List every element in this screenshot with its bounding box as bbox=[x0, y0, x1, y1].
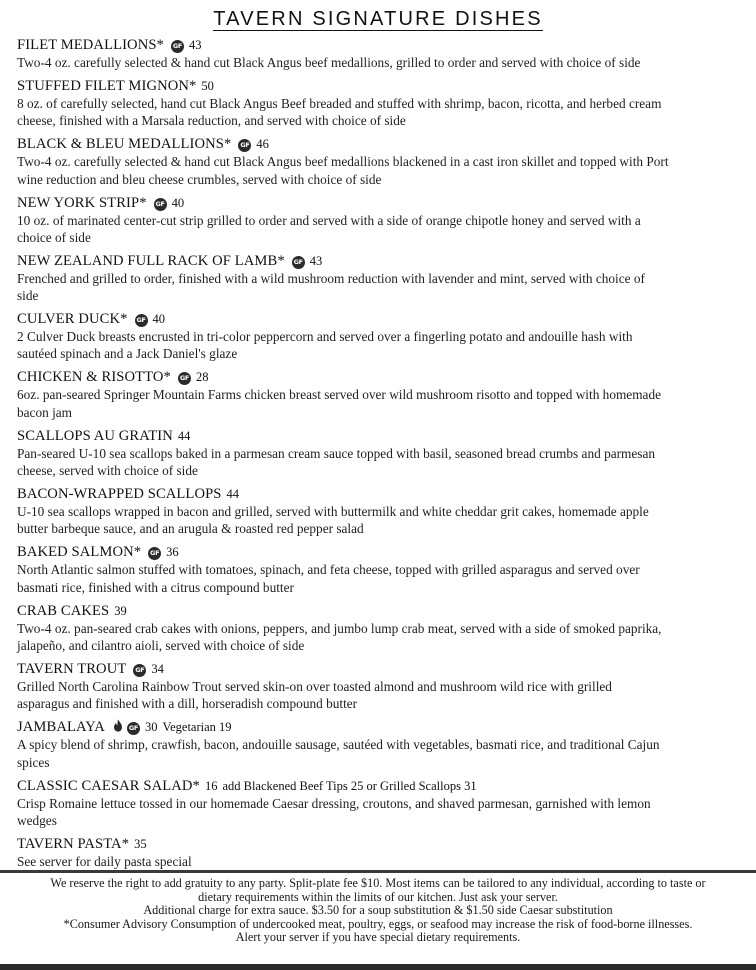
dish-name: JAMBALAYA bbox=[17, 719, 105, 736]
dish-description-line: 8 oz. of carefully selected, hand cut Black Angus Beef breaded and stuffed with shrimp, bacon, ricotta, and herbed cream bbox=[17, 96, 662, 111]
dish-name: NEW ZEALAND FULL RACK OF LAMB* bbox=[17, 252, 285, 269]
dish-description-line: U-10 sea scallops wrapped in bacon and grilled, served with buttermilk and white cheddar grit cakes, homemade apple bbox=[17, 504, 649, 520]
dish-description-line: side bbox=[17, 288, 39, 304]
dish-header bbox=[17, 660, 743, 678]
dish-item bbox=[17, 252, 743, 310]
dish-name: CRAB CAKES bbox=[17, 602, 110, 619]
dish-name: CLASSIC CAESAR SALAD* bbox=[17, 777, 200, 794]
dish-description-line: wedges bbox=[17, 812, 57, 828]
dish-description-line: basmati rice, finished with a citrus compound butter bbox=[17, 579, 294, 595]
dish-description-line: spices bbox=[17, 754, 50, 770]
dish-price: 30 bbox=[144, 720, 158, 735]
gluten-free-icon: GF bbox=[238, 139, 251, 152]
dish-name: TAVERN PASTA* bbox=[17, 835, 130, 852]
dish-description-line: North Atlantic salmon stuffed with tomatoes, spinach, and feta cheese, topped with grilled asparagus and served over bbox=[17, 562, 640, 578]
dish-item bbox=[17, 77, 743, 135]
bottom-border bbox=[0, 964, 756, 970]
dish-description-line: Crisp Romaine lettuce tossed in our homemade Caesar dressing, croutons, and shaved parmesan, garnished with lemon bbox=[17, 795, 651, 811]
footer-line: Alert your server if you have special dietary requirements. bbox=[235, 930, 521, 944]
dish-item bbox=[17, 602, 743, 660]
dish-description-line: 10 oz. of marinated center-cut strip grilled to order and served with a side of orange chipotle honey and served with a bbox=[17, 212, 641, 228]
dish-header bbox=[17, 427, 743, 445]
dish-description-line: asparagus and finished with a dill, horseradish compound butter bbox=[17, 696, 358, 712]
dish-description-line: jalapeño, and cilantro aioli, served with choice of side bbox=[17, 637, 305, 653]
dish-name: BLACK & BLEU MEDALLIONS* bbox=[17, 136, 232, 153]
dish-description-line: Two-4 oz. pan-seared crab cakes with onions, peppers, and jumbo lump crab meat, served with a side of smoked paprika, bbox=[17, 620, 662, 636]
dish-header bbox=[17, 835, 743, 853]
dish-price: 16 bbox=[204, 778, 218, 793]
dish-extra-option: add Blackened Beef Tips 25 or Grilled Scallops 31 bbox=[222, 778, 477, 793]
menu-title bbox=[0, 8, 756, 31]
flame-icon bbox=[113, 719, 123, 732]
dish-description-line: Two-4 oz. carefully selected & hand cut Black Angus beef medallions blackened in a cast iron skillet and topped with Port bbox=[17, 154, 669, 170]
footer-divider bbox=[0, 870, 756, 873]
dish-header bbox=[17, 194, 743, 212]
dish-header bbox=[17, 368, 743, 386]
dish-price: 40 bbox=[152, 312, 166, 327]
dish-item bbox=[17, 777, 743, 835]
dish-description-line: choice of side bbox=[17, 229, 91, 245]
dish-item bbox=[17, 543, 743, 601]
dish-description-line: See server for daily pasta special bbox=[17, 853, 192, 869]
dish-description-line: cheese, served with choice of side bbox=[17, 463, 198, 479]
dish-item bbox=[17, 718, 743, 776]
dish-name: STUFFED FILET MIGNON* bbox=[17, 78, 197, 94]
dish-price: 35 bbox=[134, 836, 147, 851]
dish-description-line: 2 Culver Duck breasts encrusted in tri-color peppercorn and served over a fingerling potato and andouille hash with bbox=[17, 329, 633, 345]
dish-description-line: wine reduction and bleu cheese crumbles, served with choice of side bbox=[17, 171, 382, 187]
dish-description-line: cheese, finished with a Marsala reduction, and served with choice of side bbox=[17, 113, 406, 129]
dish-name: CHICKEN & RISOTTO* bbox=[17, 369, 171, 386]
gluten-free-icon: GF bbox=[171, 40, 184, 53]
dish-item bbox=[17, 194, 743, 252]
dish-price: 43 bbox=[309, 253, 323, 268]
dish-price: 50 bbox=[201, 79, 214, 93]
dish-price: 40 bbox=[171, 195, 185, 210]
dish-header bbox=[17, 310, 743, 328]
dish-name: CULVER DUCK* bbox=[17, 311, 128, 328]
dish-description-line: Pan-seared U-10 sea scallops baked in a parmesan cream sauce topped with basil, seasoned bread crumbs and parmesan bbox=[17, 445, 656, 461]
gluten-free-icon: GF bbox=[135, 314, 148, 327]
dish-header bbox=[17, 135, 743, 153]
dish-price: 36 bbox=[166, 545, 179, 560]
dish-item bbox=[17, 368, 743, 426]
gluten-free-icon: GF bbox=[148, 547, 161, 560]
dish-header bbox=[17, 777, 743, 795]
dish-price: 34 bbox=[151, 661, 164, 676]
dish-item bbox=[17, 310, 743, 368]
gluten-free-icon: GF bbox=[133, 664, 146, 677]
dish-header bbox=[17, 718, 743, 736]
dish-header bbox=[17, 602, 743, 620]
dish-price: 39 bbox=[114, 603, 127, 618]
dish-price: 44 bbox=[226, 487, 240, 502]
dish-item bbox=[17, 660, 743, 718]
dish-header bbox=[17, 36, 743, 54]
dish-description-line: A spicy blend of shrimp, crawfish, bacon, andouille sausage, sautéed with vegetables, basmati rice, and traditional Cajun bbox=[17, 737, 660, 753]
dish-name: TAVERN TROUT bbox=[17, 660, 127, 677]
dish-name: SCALLOPS AU GRATIN bbox=[17, 427, 173, 444]
gluten-free-icon: GF bbox=[127, 722, 140, 735]
footer-notes bbox=[14, 877, 742, 945]
dish-item bbox=[17, 485, 743, 543]
dish-price: 44 bbox=[177, 428, 191, 443]
gluten-free-icon: GF bbox=[292, 256, 305, 269]
menu-title-text: TAVERN SIGNATURE DISHES bbox=[213, 8, 543, 30]
footer-line: dietary requirements within the limits of our kitchen. Just ask your server. bbox=[198, 889, 558, 904]
footer-line: *Consumer Advisory Consumption of undercooked meat, poultry, eggs, or seafood may increase the risk of food-borne illnesses. bbox=[63, 916, 693, 931]
dish-price: 46 bbox=[256, 137, 269, 152]
dish-description-line: butter barbeque sauce, and an arugula & roasted red pepper salad bbox=[17, 521, 364, 537]
gluten-free-icon: GF bbox=[154, 198, 167, 211]
dish-item bbox=[17, 36, 743, 77]
footer-line: We reserve the right to add gratuity to any party. Split-plate fee $10. Most items can be tailored to any individual, according to taste or bbox=[50, 876, 706, 890]
dish-header bbox=[17, 252, 743, 270]
dish-price: 43 bbox=[188, 38, 202, 52]
gluten-free-icon: GF bbox=[178, 372, 191, 385]
dish-description-line: 6oz. pan-seared Springer Mountain Farms chicken breast served over wild mushroom risotto and topped with homemade bbox=[17, 387, 662, 403]
dish-name: FILET MEDALLIONS* bbox=[17, 37, 164, 53]
dish-header bbox=[17, 77, 743, 95]
dish-name: BACON-WRAPPED SCALLOPS bbox=[17, 486, 222, 503]
dish-description-line: Frenched and grilled to order, finished with a wild mushroom reduction with lavender and mint, served with choice of bbox=[17, 270, 645, 286]
dish-price: 28 bbox=[195, 370, 209, 385]
dish-header bbox=[17, 543, 743, 561]
dish-name: BAKED SALMON* bbox=[17, 544, 142, 561]
dish-item bbox=[17, 135, 743, 193]
dish-description-line: bacon jam bbox=[17, 404, 73, 420]
dish-name: NEW YORK STRIP* bbox=[17, 194, 147, 211]
dish-description-line: Grilled North Carolina Rainbow Trout served skin-on over toasted almond and mushroom wild rice with grilled bbox=[17, 678, 612, 694]
dish-list bbox=[17, 36, 743, 876]
dish-extra-option: Vegetarian 19 bbox=[162, 720, 232, 735]
footer-line: Additional charge for extra sauce. $3.50 for a soup substitution & $1.50 side Caesar substitution bbox=[143, 903, 613, 917]
dish-header bbox=[17, 485, 743, 503]
dish-description-line: Two-4 oz. carefully selected & hand cut Black Angus beef medallions, grilled to order and served with choice of side bbox=[17, 55, 641, 70]
dish-description-line: sautéed spinach and a Jack Daniel's glaze bbox=[17, 346, 238, 362]
dish-item bbox=[17, 427, 743, 485]
